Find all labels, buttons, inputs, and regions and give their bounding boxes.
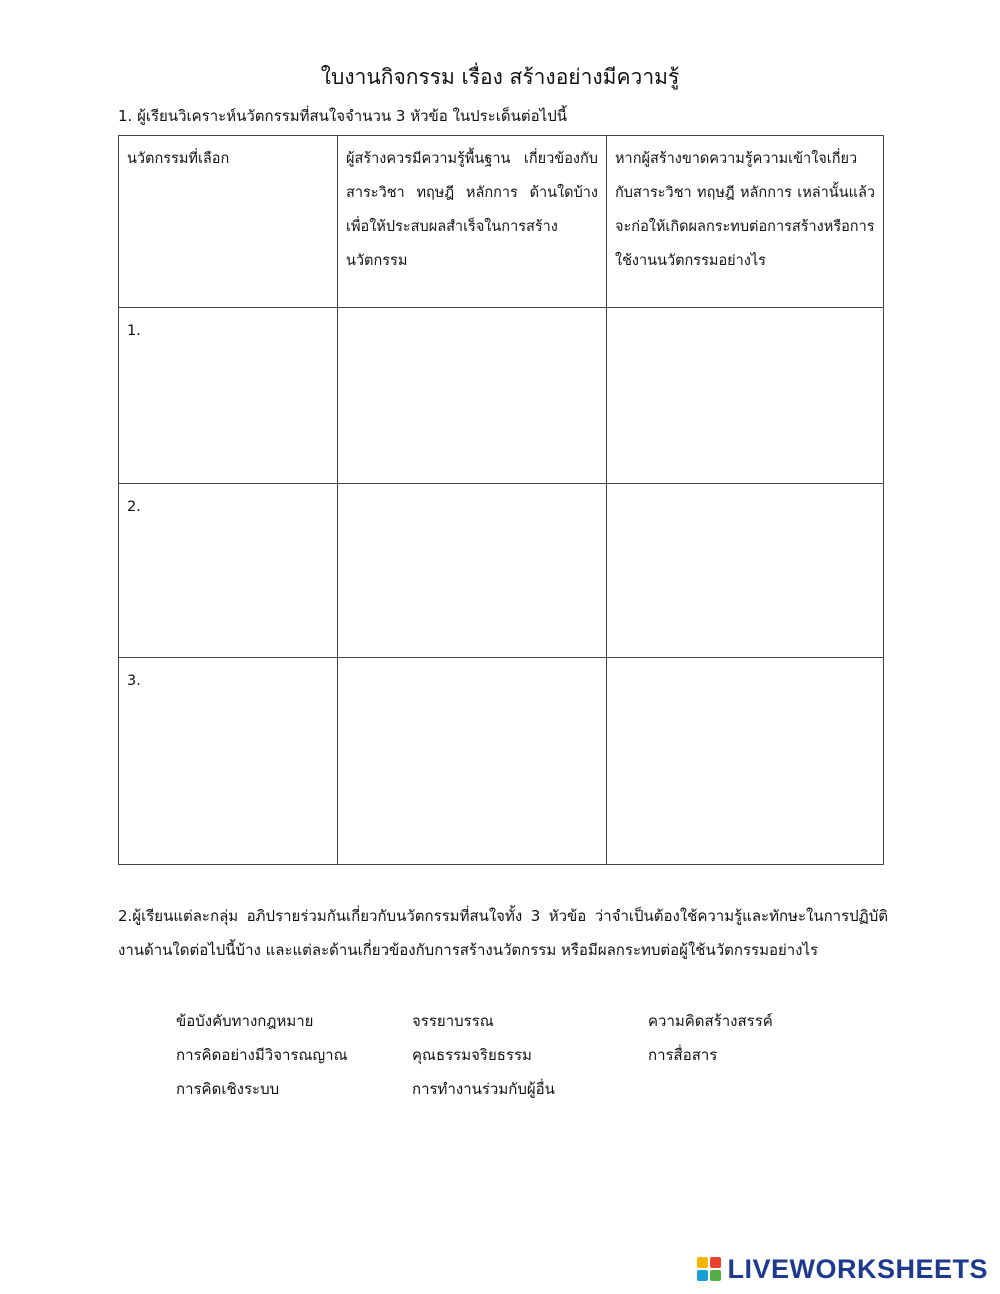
row-label: 3. bbox=[119, 658, 338, 865]
logo-square bbox=[710, 1257, 721, 1268]
row-label: 2. bbox=[119, 484, 338, 658]
question-1-text: 1. ผู้เรียนวิเคราะห์นวัตกรรมที่สนใจจำนวน 3 หัวข้อ ในประเด็นต่อไปนี้ bbox=[118, 107, 567, 125]
answer-cell[interactable] bbox=[607, 658, 884, 865]
skill-item: จรรยาบรรณ bbox=[412, 1012, 494, 1030]
answer-cell[interactable] bbox=[338, 658, 607, 865]
skill-item: คุณธรรมจริยธรรม bbox=[412, 1046, 532, 1064]
skill-item: การคิดเชิงระบบ bbox=[176, 1080, 280, 1098]
table-row bbox=[119, 484, 884, 658]
analysis-table bbox=[118, 135, 884, 865]
liveworksheets-logo-icon bbox=[697, 1257, 721, 1281]
skill-item: ความคิดสร้างสรรค์ bbox=[648, 1012, 773, 1030]
header-required-knowledge: ผู้สร้างควรมีความรู้พื้นฐาน เกี่ยวข้องกับสาระวิชา ทฤษฎี หลักการ ด้านใดบ้าง เพื่อให้ประสบผลสำเร็จในการสร้างนวัตกรรม bbox=[338, 136, 607, 308]
answer-cell[interactable] bbox=[607, 484, 884, 658]
skill-item: การคิดอย่างมีวิจารณญาณ bbox=[176, 1046, 348, 1064]
logo-square bbox=[697, 1270, 708, 1281]
skill-item: ข้อบังคับทางกฎหมาย bbox=[176, 1012, 314, 1030]
logo-square bbox=[697, 1257, 708, 1268]
row-label: 1. bbox=[119, 308, 338, 484]
header-impact-without-knowledge: หากผู้สร้างขาดความรู้ความเข้าใจเกี่ยวกับสาระวิชา ทฤษฎี หลักการ เหล่านั้นแล้วจะก่อให้เกิดผลกระทบต่อการสร้างหรือการใช้งานนวัตกรรมอย่างไร bbox=[607, 136, 884, 308]
question-2-text: 2.ผู้เรียนแต่ละกลุ่ม อภิปรายร่วมกันเกี่ยวกับนวัตกรรมที่สนใจทั้ง 3 หัวข้อ ว่าจำเป็นต้องใช้ความรู้และทักษะในการปฏิบัติงานด้านใดต่อไปนี้บ้าง และแต่ละด้านเกี่ยวข้องกับการสร้างนวัตกรรม หรือมีผลกระทบต่อผู้ใช้นวัตกรรมอย่างไร bbox=[118, 907, 888, 959]
skill-item: การสื่อสาร bbox=[648, 1046, 718, 1064]
skills-list bbox=[176, 1004, 876, 1106]
liveworksheets-brand bbox=[697, 1249, 988, 1289]
header-selected-innovation: นวัตกรรมที่เลือก bbox=[119, 136, 338, 308]
table-header-row bbox=[119, 136, 884, 308]
table-row bbox=[119, 658, 884, 865]
worksheet-title: ใบงานกิจกรรม เรื่อง สร้างอย่างมีความรู้ bbox=[320, 65, 680, 89]
answer-cell[interactable] bbox=[338, 308, 607, 484]
answer-cell[interactable] bbox=[338, 484, 607, 658]
brand-name: LIVEWORKSHEETS bbox=[727, 1253, 988, 1284]
answer-cell[interactable] bbox=[607, 308, 884, 484]
table-row bbox=[119, 308, 884, 484]
logo-square bbox=[710, 1270, 721, 1281]
skill-item: การทำงานร่วมกับผู้อื่น bbox=[412, 1080, 555, 1098]
